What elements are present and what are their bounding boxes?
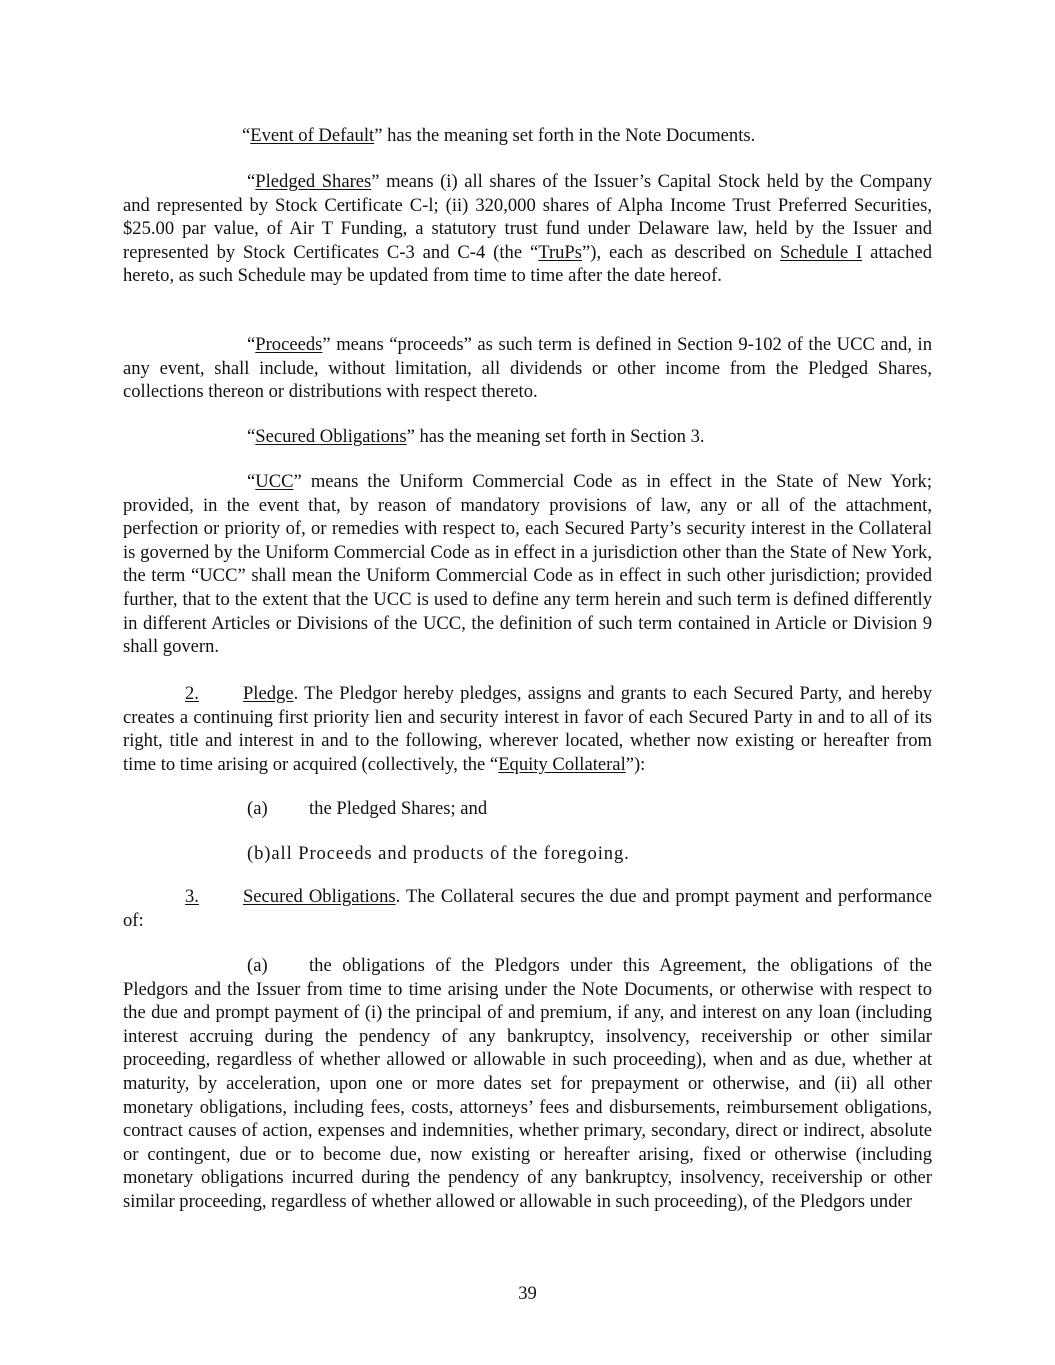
section-text: ”): [625,753,646,775]
definition-text: attached hereto, as such Schedule may be updated from time to time after the date hereof. [123,241,933,287]
definition-text: ” has the meaning set forth in Section 3. [406,426,705,447]
section-number: 2. [185,683,199,704]
section-2-item-b: (b)all Proceeds and products of the foregoing. [247,843,630,864]
definition-proceeds [123,333,932,404]
defined-term-equity-collateral: Equity Collateral [498,753,626,775]
item-label: (a) [247,955,268,976]
defined-term-trups: TruPs [538,241,583,263]
definition-event-of-default [242,124,755,148]
section-title: Secured Obligations [242,886,396,907]
definition-text: ” has the meaning set forth in the Note Documents. [374,125,756,146]
section-title: Pledge [242,683,294,704]
defined-term-secured-obligations: Secured Obligations [255,426,407,447]
section-number: 3. [185,886,199,907]
section-2-pledge [123,682,932,776]
defined-term-pledged-shares: Pledged Shares [255,171,372,192]
section-3-item-a [123,954,932,1214]
section-text: . The Pledgor hereby pledges, assigns and grants to each Secured Party, and hereby creates a continuing first priority lien and security interest in favor of each Secured Party in and to all of its right, title and interest in and to the following, wherever located, whether now existing or hereafter from time to time arising or acquired (collectively, the “ [123,683,932,775]
section-2-item-a [247,797,487,821]
quote-mark: “ [242,125,251,146]
definition-text: ”), each as described on [582,241,780,263]
quote-mark: “ [247,334,256,355]
item-text: the obligations of the Pledgors under this Agreement, the obligations of the Pledgors and the Issuer from time to time arising under the Note Documents, or otherwise with respect to the due and prompt payment of (i) the principal of and premium, if any, and interest on any loan (including interest accruing during the pendency of any bankruptcy, insolvency, receivership or other similar proceeding, regardless of whether allowed or allowable in such proceeding), when and as due, whether at maturity, by acceleration, upon one or more dates set for prepayment or otherwise, and (ii) all other monetary obligations, including fees, costs, attorneys’ fees and disbursements, reimbursement obligations, contract causes of action, expenses and indemnities, whether primary, secondary, direct or indirect, absolute or contingent, due or to become due, now existing or hereafter arising, fixed or otherwise (including monetary obligations incurred during the pendency of any bankruptcy, insolvency, receivership or other similar proceeding, regardless of whether allowed or allowable in such proceeding), of the Pledgors under [123,955,932,1212]
quote-mark: “ [247,471,256,492]
definition-text: ” means (i) all shares of the Issuer’s Capital Stock held by the Company and represented by Stock Certificate C-l; (ii) 320,000 shares of Alpha Income Trust Preferred Securities, $25.00 par value, of Air T Funding, a statutory trust fund under Delaware law, held by the Issuer and represented by Stock Certificates C-3 and C-4 (the “ [123,171,932,263]
quote-mark: “ [247,426,256,447]
defined-term-event-of-default: Event of Default [250,125,375,146]
section-text: . The Collateral secures the due and prompt payment and performance of: [123,886,932,931]
quote-mark: “ [247,171,256,192]
definition-ucc [123,470,932,659]
item-text: the Pledged Shares; and [309,798,488,819]
defined-term-proceeds: Proceeds [255,334,323,355]
definition-secured-obligations [123,425,932,449]
definition-text: ” means “proceeds” as such term is defined in Section 9-102 of the UCC and, in any event, shall include, without limitation, all dividends or other income from the Pledged Shares, collections thereon or distributions with respect thereto. [123,334,932,403]
item-label: (a) [247,798,268,819]
definition-pledged-shares [123,170,932,288]
definition-text: ” means the Uniform Commercial Code as in effect in the State of New York; provided, in the event that, by reason of mandatory provisions of law, any or all of the attachment, perfection or priority of, or remedies with respect to, each Secured Party’s security interest in the Collateral is governed by the Uniform Commercial Code as in effect in a jurisdiction other than the State of New York, the term “UCC” shall mean the Uniform Commercial Code as in effect in such other jurisdiction; provided further, that to the extent that the UCC is used to define any term herein and such term is defined differently in different Articles or Divisions of the UCC, the definition of such term contained in Article or Division 9 shall govern. [123,471,932,658]
page-number: 39 [518,1283,537,1304]
defined-term-ucc: UCC [255,471,294,492]
schedule-reference: Schedule I [779,241,863,263]
section-3-secured-obligations [123,885,932,932]
